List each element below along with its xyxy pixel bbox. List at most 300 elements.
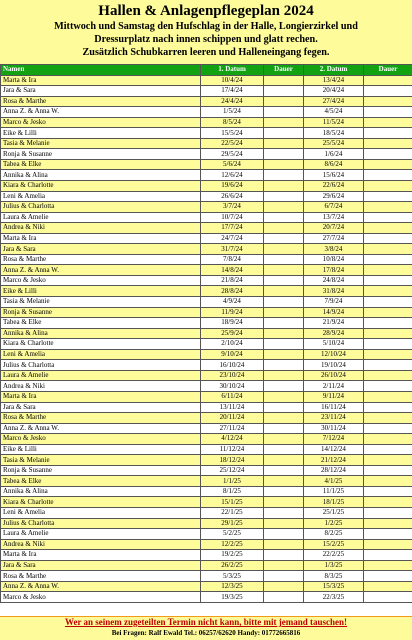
name-cell: Jara & Sara bbox=[1, 244, 201, 255]
date-1-cell: 18/12/24 bbox=[201, 455, 264, 466]
duration-1-cell bbox=[264, 465, 304, 476]
date-2-cell: 28/9/24 bbox=[304, 328, 364, 339]
table-row bbox=[1, 265, 412, 276]
table-row bbox=[1, 107, 412, 118]
table-row bbox=[1, 402, 412, 413]
schedule-footer bbox=[0, 617, 412, 640]
duration-2-cell bbox=[364, 518, 412, 529]
column-header-date-1: 1. Datum bbox=[201, 65, 264, 76]
duration-2-cell bbox=[364, 170, 412, 181]
table-row bbox=[1, 181, 412, 192]
date-2-cell: 27/7/24 bbox=[304, 233, 364, 244]
duration-1-cell bbox=[264, 265, 304, 276]
page-title: Hallen & Anlagenpflegeplan 2024 bbox=[98, 3, 314, 19]
date-2-cell: 26/10/24 bbox=[304, 370, 364, 381]
date-1-cell: 14/8/24 bbox=[201, 265, 264, 276]
name-cell: Marco & Jesko bbox=[1, 434, 201, 445]
duration-2-cell bbox=[364, 539, 412, 550]
date-1-cell: 13/11/24 bbox=[201, 402, 264, 413]
duration-2-cell bbox=[364, 550, 412, 561]
date-2-cell: 18/5/24 bbox=[304, 128, 364, 139]
date-1-cell: 22/1/25 bbox=[201, 507, 264, 518]
date-1-cell: 2/10/24 bbox=[201, 339, 264, 350]
date-1-cell: 25/12/24 bbox=[201, 465, 264, 476]
duration-2-cell bbox=[364, 370, 412, 381]
date-1-cell: 26/6/24 bbox=[201, 191, 264, 202]
date-2-cell: 30/11/24 bbox=[304, 423, 364, 434]
table-row bbox=[1, 455, 412, 466]
date-1-cell: 6/11/24 bbox=[201, 391, 264, 402]
date-2-cell: 25/1/25 bbox=[304, 507, 364, 518]
duration-1-cell bbox=[264, 117, 304, 128]
duration-1-cell bbox=[264, 560, 304, 571]
date-1-cell: 23/10/24 bbox=[201, 370, 264, 381]
name-cell: Marta & Ira bbox=[1, 75, 201, 86]
instructions-line-2: Dressurplatz nach innen schippen und glatt rechen. bbox=[94, 34, 318, 45]
date-1-cell: 4/9/24 bbox=[201, 297, 264, 308]
date-2-cell: 2/11/24 bbox=[304, 381, 364, 392]
date-1-cell: 10/4/24 bbox=[201, 75, 264, 86]
date-2-cell: 5/10/24 bbox=[304, 339, 364, 350]
duration-1-cell bbox=[264, 529, 304, 540]
date-2-cell: 27/4/24 bbox=[304, 96, 364, 107]
duration-1-cell bbox=[264, 223, 304, 234]
date-1-cell: 19/6/24 bbox=[201, 181, 264, 192]
name-cell: Eike & Lilli bbox=[1, 286, 201, 297]
duration-1-cell bbox=[264, 202, 304, 213]
duration-1-cell bbox=[264, 212, 304, 223]
name-cell: Andrea & Niki bbox=[1, 381, 201, 392]
date-1-cell: 8/5/24 bbox=[201, 117, 264, 128]
swap-notice: Wer an seinem zugeteilten Termin nicht kann, bitte mit jemand tauschen! bbox=[64, 617, 348, 627]
name-cell: Tasia & Melanie bbox=[1, 455, 201, 466]
name-cell: Laura & Amelie bbox=[1, 529, 201, 540]
date-2-cell: 4/5/24 bbox=[304, 107, 364, 118]
date-2-cell: 14/9/24 bbox=[304, 307, 364, 318]
duration-2-cell bbox=[364, 444, 412, 455]
table-row bbox=[1, 550, 412, 561]
date-1-cell: 31/7/24 bbox=[201, 244, 264, 255]
duration-1-cell bbox=[264, 170, 304, 181]
table-row bbox=[1, 518, 412, 529]
name-cell: Anna Z. & Anna W. bbox=[1, 423, 201, 434]
duration-1-cell bbox=[264, 349, 304, 360]
duration-1-cell bbox=[264, 391, 304, 402]
date-2-cell: 1/3/25 bbox=[304, 560, 364, 571]
date-1-cell: 15/1/25 bbox=[201, 497, 264, 508]
date-2-cell: 13/7/24 bbox=[304, 212, 364, 223]
duration-2-cell bbox=[364, 297, 412, 308]
duration-1-cell bbox=[264, 360, 304, 371]
duration-2-cell bbox=[364, 328, 412, 339]
column-header-names: Namen bbox=[1, 65, 201, 76]
table-row bbox=[1, 391, 412, 402]
table-row bbox=[1, 497, 412, 508]
table-row bbox=[1, 75, 412, 86]
date-1-cell: 24/4/24 bbox=[201, 96, 264, 107]
duration-1-cell bbox=[264, 244, 304, 255]
duration-1-cell bbox=[264, 86, 304, 97]
table-row bbox=[1, 370, 412, 381]
duration-2-cell bbox=[364, 402, 412, 413]
date-1-cell: 10/7/24 bbox=[201, 212, 264, 223]
duration-2-cell bbox=[364, 307, 412, 318]
table-row bbox=[1, 423, 412, 434]
date-1-cell: 12/3/25 bbox=[201, 581, 264, 592]
instructions-line-3: Zusätzlich Schubkarren leeren und Halleneingang fegen. bbox=[82, 47, 330, 58]
date-2-cell: 6/7/24 bbox=[304, 202, 364, 213]
duration-2-cell bbox=[364, 138, 412, 149]
date-2-cell: 24/8/24 bbox=[304, 275, 364, 286]
table-row bbox=[1, 413, 412, 424]
duration-1-cell bbox=[264, 571, 304, 582]
date-2-cell: 28/12/24 bbox=[304, 465, 364, 476]
duration-2-cell bbox=[364, 476, 412, 487]
date-1-cell: 12/6/24 bbox=[201, 170, 264, 181]
name-cell: Ronja & Susanne bbox=[1, 465, 201, 476]
date-2-cell: 3/8/24 bbox=[304, 244, 364, 255]
duration-2-cell bbox=[364, 381, 412, 392]
date-2-cell: 23/11/24 bbox=[304, 413, 364, 424]
duration-1-cell bbox=[264, 191, 304, 202]
date-2-cell: 8/2/25 bbox=[304, 529, 364, 540]
duration-1-cell bbox=[264, 518, 304, 529]
duration-2-cell bbox=[364, 455, 412, 466]
duration-2-cell bbox=[364, 128, 412, 139]
duration-2-cell bbox=[364, 265, 412, 276]
table-row bbox=[1, 539, 412, 550]
table-row bbox=[1, 86, 412, 97]
date-2-cell: 16/11/24 bbox=[304, 402, 364, 413]
name-cell: Rosa & Marthe bbox=[1, 571, 201, 582]
duration-1-cell bbox=[264, 455, 304, 466]
table-row bbox=[1, 571, 412, 582]
name-cell: Jara & Sara bbox=[1, 86, 201, 97]
name-cell: Laura & Amelie bbox=[1, 212, 201, 223]
duration-2-cell bbox=[364, 117, 412, 128]
name-cell: Anna Z. & Anna W. bbox=[1, 265, 201, 276]
date-1-cell: 1/1/25 bbox=[201, 476, 264, 487]
duration-2-cell bbox=[364, 181, 412, 192]
date-2-cell: 21/12/24 bbox=[304, 455, 364, 466]
date-1-cell: 29/1/25 bbox=[201, 518, 264, 529]
duration-2-cell bbox=[364, 202, 412, 213]
table-row bbox=[1, 212, 412, 223]
duration-1-cell bbox=[264, 592, 304, 603]
name-cell: Rosa & Marthe bbox=[1, 96, 201, 107]
duration-2-cell bbox=[364, 560, 412, 571]
date-2-cell: 25/5/24 bbox=[304, 138, 364, 149]
date-1-cell: 3/7/24 bbox=[201, 202, 264, 213]
name-cell: Julius & Charlotta bbox=[1, 202, 201, 213]
duration-1-cell bbox=[264, 75, 304, 86]
date-1-cell: 21/8/24 bbox=[201, 275, 264, 286]
table-row bbox=[1, 349, 412, 360]
duration-2-cell bbox=[364, 286, 412, 297]
date-1-cell: 19/2/25 bbox=[201, 550, 264, 561]
table-row bbox=[1, 592, 412, 603]
table-row bbox=[1, 581, 412, 592]
table-row bbox=[1, 117, 412, 128]
name-cell: Julius & Charlotta bbox=[1, 518, 201, 529]
table-row bbox=[1, 159, 412, 170]
duration-2-cell bbox=[364, 244, 412, 255]
table-row bbox=[1, 560, 412, 571]
duration-2-cell bbox=[364, 423, 412, 434]
duration-2-cell bbox=[364, 233, 412, 244]
duration-1-cell bbox=[264, 318, 304, 329]
name-cell: Kiara & Charlotte bbox=[1, 339, 201, 350]
duration-1-cell bbox=[264, 444, 304, 455]
column-header-duration-2: Dauer bbox=[364, 65, 412, 76]
table-row bbox=[1, 96, 412, 107]
duration-2-cell bbox=[364, 159, 412, 170]
duration-1-cell bbox=[264, 434, 304, 445]
date-2-cell: 7/9/24 bbox=[304, 297, 364, 308]
duration-2-cell bbox=[364, 391, 412, 402]
duration-1-cell bbox=[264, 507, 304, 518]
duration-2-cell bbox=[364, 507, 412, 518]
date-1-cell: 30/10/24 bbox=[201, 381, 264, 392]
date-2-cell: 11/1/25 bbox=[304, 486, 364, 497]
table-row bbox=[1, 328, 412, 339]
date-2-cell: 20/4/24 bbox=[304, 86, 364, 97]
duration-2-cell bbox=[364, 581, 412, 592]
name-cell: Annika & Alina bbox=[1, 328, 201, 339]
name-cell: Kiara & Charlotte bbox=[1, 497, 201, 508]
date-2-cell: 8/3/25 bbox=[304, 571, 364, 582]
date-2-cell: 15/2/25 bbox=[304, 539, 364, 550]
table-row bbox=[1, 360, 412, 371]
date-2-cell: 4/1/25 bbox=[304, 476, 364, 487]
date-1-cell: 19/3/25 bbox=[201, 592, 264, 603]
duration-1-cell bbox=[264, 159, 304, 170]
table-row bbox=[1, 138, 412, 149]
duration-1-cell bbox=[264, 138, 304, 149]
name-cell: Tabea & Elke bbox=[1, 318, 201, 329]
name-cell: Jara & Sara bbox=[1, 402, 201, 413]
duration-2-cell bbox=[364, 360, 412, 371]
name-cell: Eike & Lilli bbox=[1, 128, 201, 139]
date-2-cell: 31/8/24 bbox=[304, 286, 364, 297]
name-cell: Julius & Charlotta bbox=[1, 360, 201, 371]
contact-info: Bei Fragen: Ralf Ewald Tel.: 06257/62620 Handy: 01772665816 bbox=[111, 629, 301, 637]
duration-1-cell bbox=[264, 581, 304, 592]
duration-2-cell bbox=[364, 413, 412, 424]
date-1-cell: 18/9/24 bbox=[201, 318, 264, 329]
date-1-cell: 11/12/24 bbox=[201, 444, 264, 455]
schedule-table-wrapper bbox=[0, 64, 412, 603]
date-1-cell: 26/2/25 bbox=[201, 560, 264, 571]
duration-2-cell bbox=[364, 107, 412, 118]
duration-2-cell bbox=[364, 254, 412, 265]
name-cell: Ronja & Susanne bbox=[1, 149, 201, 160]
date-2-cell: 11/5/24 bbox=[304, 117, 364, 128]
duration-1-cell bbox=[264, 423, 304, 434]
duration-2-cell bbox=[364, 434, 412, 445]
date-2-cell: 20/7/24 bbox=[304, 223, 364, 234]
name-cell: Marco & Jesko bbox=[1, 117, 201, 128]
table-row bbox=[1, 318, 412, 329]
date-1-cell: 5/3/25 bbox=[201, 571, 264, 582]
date-2-cell: 17/8/24 bbox=[304, 265, 364, 276]
name-cell: Leni & Amelia bbox=[1, 349, 201, 360]
name-cell: Rosa & Marthe bbox=[1, 254, 201, 265]
table-row bbox=[1, 297, 412, 308]
table-row bbox=[1, 307, 412, 318]
name-cell: Marta & Ira bbox=[1, 233, 201, 244]
duration-1-cell bbox=[264, 307, 304, 318]
duration-2-cell bbox=[364, 318, 412, 329]
duration-2-cell bbox=[364, 339, 412, 350]
duration-1-cell bbox=[264, 275, 304, 286]
date-1-cell: 24/7/24 bbox=[201, 233, 264, 244]
date-2-cell: 22/6/24 bbox=[304, 181, 364, 192]
duration-2-cell bbox=[364, 571, 412, 582]
table-row bbox=[1, 486, 412, 497]
duration-1-cell bbox=[264, 402, 304, 413]
date-2-cell: 15/6/24 bbox=[304, 170, 364, 181]
date-1-cell: 8/1/25 bbox=[201, 486, 264, 497]
duration-1-cell bbox=[264, 328, 304, 339]
table-row bbox=[1, 529, 412, 540]
duration-1-cell bbox=[264, 550, 304, 561]
table-row bbox=[1, 476, 412, 487]
duration-2-cell bbox=[364, 529, 412, 540]
name-cell: Kiara & Charlotte bbox=[1, 181, 201, 192]
duration-1-cell bbox=[264, 413, 304, 424]
date-2-cell: 8/6/24 bbox=[304, 159, 364, 170]
name-cell: Tasia & Melanie bbox=[1, 297, 201, 308]
duration-2-cell bbox=[364, 349, 412, 360]
duration-1-cell bbox=[264, 297, 304, 308]
duration-2-cell bbox=[364, 497, 412, 508]
duration-1-cell bbox=[264, 370, 304, 381]
date-1-cell: 25/9/24 bbox=[201, 328, 264, 339]
table-row bbox=[1, 275, 412, 286]
table-row bbox=[1, 202, 412, 213]
table-row bbox=[1, 254, 412, 265]
duration-1-cell bbox=[264, 128, 304, 139]
name-cell: Annika & Alina bbox=[1, 170, 201, 181]
duration-1-cell bbox=[264, 181, 304, 192]
column-header-duration-1: Dauer bbox=[264, 65, 304, 76]
schedule-header bbox=[0, 0, 412, 70]
date-1-cell: 28/8/24 bbox=[201, 286, 264, 297]
table-row bbox=[1, 339, 412, 350]
date-1-cell: 15/5/24 bbox=[201, 128, 264, 139]
table-row bbox=[1, 286, 412, 297]
name-cell: Ronja & Susanne bbox=[1, 307, 201, 318]
table-row bbox=[1, 381, 412, 392]
instructions-line-1: Mittwoch und Samstag den Hufschlag in der Halle, Longierzirkel und bbox=[54, 21, 358, 32]
date-1-cell: 17/4/24 bbox=[201, 86, 264, 97]
date-2-cell: 9/11/24 bbox=[304, 391, 364, 402]
name-cell: Leni & Amelia bbox=[1, 507, 201, 518]
date-1-cell: 9/10/24 bbox=[201, 349, 264, 360]
date-1-cell: 17/7/24 bbox=[201, 223, 264, 234]
table-row bbox=[1, 149, 412, 160]
name-cell: Marco & Jesko bbox=[1, 275, 201, 286]
duration-2-cell bbox=[364, 275, 412, 286]
duration-1-cell bbox=[264, 476, 304, 487]
date-2-cell: 21/9/24 bbox=[304, 318, 364, 329]
name-cell: Eike & Lilli bbox=[1, 444, 201, 455]
name-cell: Anna Z. & Anna W. bbox=[1, 581, 201, 592]
schedule-table bbox=[0, 64, 412, 603]
table-header-row bbox=[1, 65, 412, 76]
duration-1-cell bbox=[264, 96, 304, 107]
table-row bbox=[1, 507, 412, 518]
date-2-cell: 13/4/24 bbox=[304, 75, 364, 86]
duration-2-cell bbox=[364, 191, 412, 202]
table-body bbox=[1, 75, 412, 602]
duration-1-cell bbox=[264, 254, 304, 265]
date-2-cell: 15/3/25 bbox=[304, 581, 364, 592]
date-2-cell: 22/2/25 bbox=[304, 550, 364, 561]
table-row bbox=[1, 444, 412, 455]
duration-2-cell bbox=[364, 86, 412, 97]
date-1-cell: 20/11/24 bbox=[201, 413, 264, 424]
date-2-cell: 19/10/24 bbox=[304, 360, 364, 371]
name-cell: Marta & Ira bbox=[1, 391, 201, 402]
name-cell: Andrea & Niki bbox=[1, 223, 201, 234]
date-2-cell: 18/1/25 bbox=[304, 497, 364, 508]
name-cell: Laura & Amelie bbox=[1, 370, 201, 381]
name-cell: Tabea & Elke bbox=[1, 476, 201, 487]
date-1-cell: 5/6/24 bbox=[201, 159, 264, 170]
duration-2-cell bbox=[364, 592, 412, 603]
duration-1-cell bbox=[264, 486, 304, 497]
date-2-cell: 29/6/24 bbox=[304, 191, 364, 202]
date-2-cell: 12/10/24 bbox=[304, 349, 364, 360]
duration-2-cell bbox=[364, 96, 412, 107]
duration-1-cell bbox=[264, 233, 304, 244]
name-cell: Marco & Jesko bbox=[1, 592, 201, 603]
duration-2-cell bbox=[364, 212, 412, 223]
date-1-cell: 4/12/24 bbox=[201, 434, 264, 445]
duration-2-cell bbox=[364, 223, 412, 234]
table-row bbox=[1, 465, 412, 476]
duration-1-cell bbox=[264, 497, 304, 508]
name-cell: Anna Z. & Anna W. bbox=[1, 107, 201, 118]
duration-2-cell bbox=[364, 465, 412, 476]
date-1-cell: 11/9/24 bbox=[201, 307, 264, 318]
duration-1-cell bbox=[264, 286, 304, 297]
name-cell: Leni & Amelia bbox=[1, 191, 201, 202]
table-row bbox=[1, 233, 412, 244]
duration-2-cell bbox=[364, 486, 412, 497]
date-2-cell: 10/8/24 bbox=[304, 254, 364, 265]
name-cell: Rosa & Marthe bbox=[1, 413, 201, 424]
date-1-cell: 22/5/24 bbox=[201, 138, 264, 149]
duration-1-cell bbox=[264, 107, 304, 118]
duration-1-cell bbox=[264, 381, 304, 392]
column-header-date-2: 2. Datum bbox=[304, 65, 364, 76]
name-cell: Andrea & Niki bbox=[1, 539, 201, 550]
date-1-cell: 5/2/25 bbox=[201, 529, 264, 540]
duration-1-cell bbox=[264, 539, 304, 550]
date-1-cell: 1/5/24 bbox=[201, 107, 264, 118]
duration-1-cell bbox=[264, 339, 304, 350]
date-2-cell: 22/3/25 bbox=[304, 592, 364, 603]
date-2-cell: 1/2/25 bbox=[304, 518, 364, 529]
date-1-cell: 27/11/24 bbox=[201, 423, 264, 434]
duration-2-cell bbox=[364, 75, 412, 86]
duration-1-cell bbox=[264, 149, 304, 160]
table-row bbox=[1, 191, 412, 202]
date-1-cell: 7/8/24 bbox=[201, 254, 264, 265]
